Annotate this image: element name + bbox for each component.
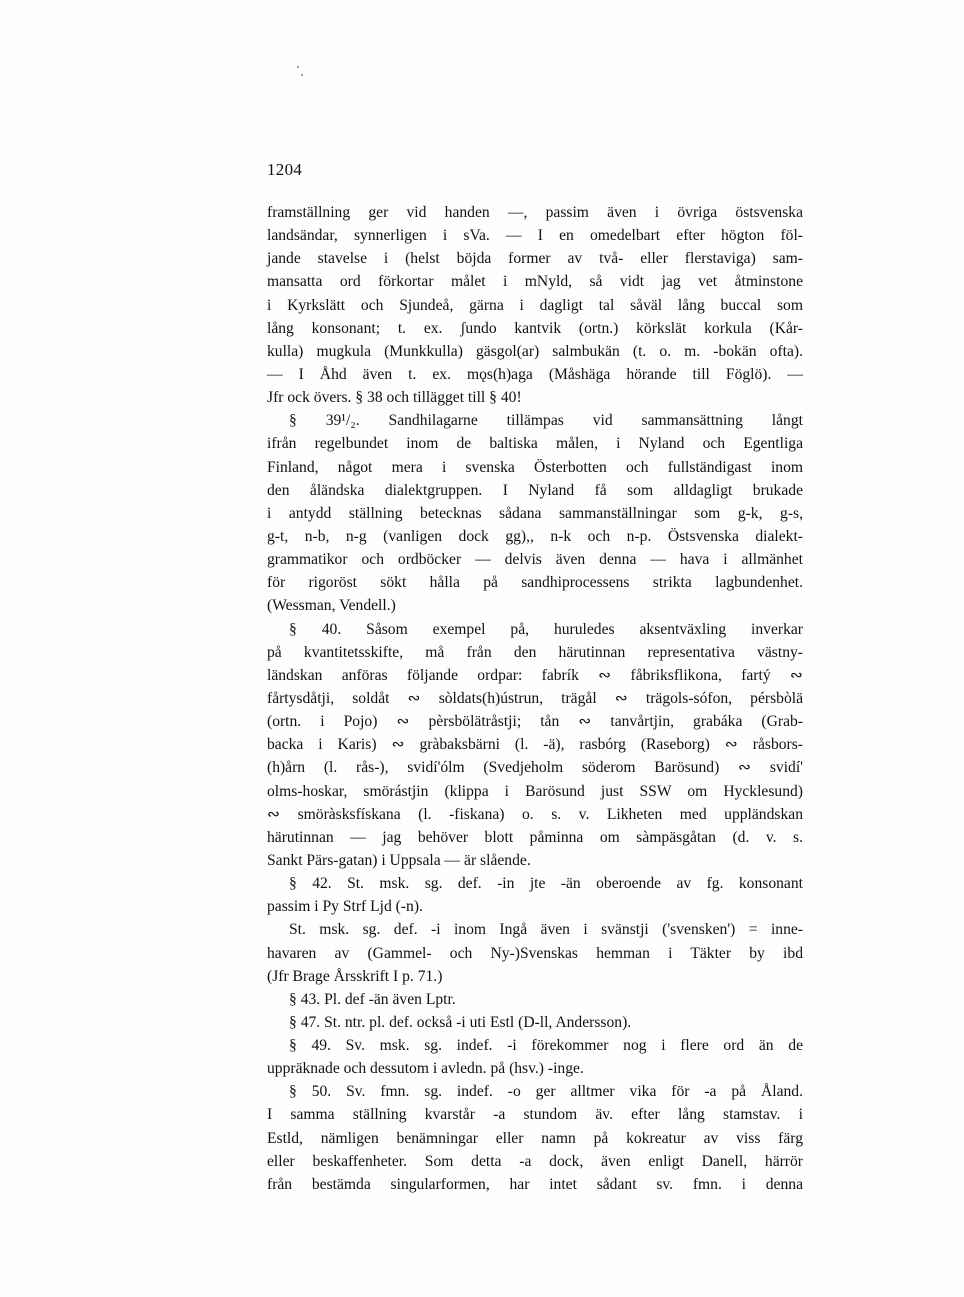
text-line: § 50. Sv. fmn. sg. indef. -o ger alltmer vika för -a på Åland.	[289, 1083, 803, 1101]
text-line: på kvantitetsskifte, må från den härutinnan representativa västny-	[267, 643, 803, 661]
text-line: Estld, nämligen benämningar eller namn på kokreatur av viss färg	[267, 1129, 803, 1147]
text-line: (h)årn (l. rås-), svidí'ólm (Svedjeholm söderom Barösund) ∾ svidí'	[267, 759, 803, 777]
text-line: uppräknade och dessutom i avledn. på (hsv.) -inge.	[267, 1060, 584, 1078]
text-line: ifrån regelbundet inom de baltiska målen, i Nyland och Egentliga	[267, 435, 803, 453]
text-line: (ortn. i Pojo) ∾ pèrsbölätråstji; tån ∾ tanvårtjin, grabáka (Grab-	[267, 713, 803, 731]
text-line: härutinnan — jag behöver blott påminna om sàmpäsgåtan (d. v. s.	[267, 828, 803, 846]
text-line: § 47. St. ntr. pl. def. också -i uti Estl (D-ll, Andersson).	[289, 1013, 632, 1031]
text-line: (Jfr Brage Årsskrift I p. 71.)	[267, 967, 443, 985]
text-line: fårtysdåtji, soldåt ∾ sòldats(h)ústrun, trägål ∾ trägols-sófon, pérsbòlä	[267, 689, 803, 707]
text-line: framställning ger vid handen —, passim även i övriga östsvenska	[267, 204, 803, 221]
text-line: backa i Karis) ∾ gràbaksbärni (l. -ä), rasbórg (Raseborg) ∾ råsbors-	[267, 736, 803, 754]
text-line: jande stavelse i (helst böjda former av två- eller flerstaviga) sam-	[267, 250, 803, 268]
text-line: olms-hoskar, smörástjin (klippa i Barösund just SSW om Hycklesund)	[267, 782, 803, 800]
text-line: — I Åhd även t. ex. mǫs(h)aga (Måshäga hörande till Föglö). —	[267, 365, 803, 383]
text-line: landsändar, synnerligen i sVa. — I en omedelbart efter högton föl-	[267, 227, 803, 245]
text-line: lång konsonant; t. ex. ʃundo kantvik (ortn.) körkslät korkula (Kår-	[267, 319, 803, 337]
text-line: § 39¹/₂. Sandhilagarne tillämpas vid sammansättning långt	[289, 412, 803, 430]
page-number: 1204	[267, 160, 303, 179]
text-line: mansatta ord förkortar målet i mNyld, så vidt jag vet åtminstone	[267, 273, 803, 291]
text-line: § 49. Sv. msk. sg. indef. -i förekommer nog i flere ord än de	[289, 1037, 803, 1055]
text-line: ∾ smöràsksfískana (l. -fiskana) o. s. v. Likheten med uppländskan	[267, 805, 803, 823]
text-line: (Wessman, Vendell.)	[267, 597, 396, 615]
text-line: i Kyrkslätt och Sjundeå, gärna i dagligt tal såväl lång buccal som	[267, 296, 803, 314]
text-line: St. msk. sg. def. -i inom Ingå även i svänstji ('svensken') = inne-	[289, 921, 803, 939]
text-line: havaren av (Gammel- och Ny-)Svenskas hemman i Täkter by ibd	[267, 944, 803, 962]
text-line: Finland, något mera i svenska Österbotten och fullständigast inom	[267, 458, 803, 476]
text-line: från bestämda singularformen, har intet sådant sv. fmn. i denna	[267, 1175, 803, 1193]
text-line: ländskan anföras följande ordpar: fabrík ∾ fåbriksflikona, fartý ∾	[267, 666, 803, 684]
text-line: g-t, n-b, n-g (vanligen dock gg),, n-k och n-p. Östsvenska dialekt-	[267, 527, 803, 545]
text-line: § 43. Pl. def -än även Lptr.	[289, 990, 456, 1008]
text-line: § 40. Såsom exempel på, huruledes aksentväxling inverkar	[289, 620, 803, 638]
text-line: eller beskaffenheter. Som detta -a dock, även enligt Danell, härrör	[267, 1152, 803, 1170]
text-line: kulla) mugkula (Munkkulla) gäsgol(ar) salmbukän (t. o. m. -bokän ofta).	[267, 342, 803, 360]
text-line: grammatikor och ordböcker — delvis även denna — hava i allmänhet	[267, 551, 803, 569]
text-line: Sankt Pärs-gatan) i Uppsala — är slående.	[267, 851, 531, 869]
text-line: Jfr ock övers. § 38 och tillägget till § 40!	[267, 389, 522, 407]
body-text	[267, 201, 803, 1196]
text-line: den åländska dialektgruppen. I Nyland få som alldagligt brukade	[267, 481, 803, 499]
text-line: passim i Py Strf Ljd (-n).	[267, 898, 423, 916]
text-line: I samma ställning kvarstår -a stundom äv. efter lång stamstav. i	[267, 1106, 803, 1124]
text-line: i antydd ställning betecknas sådana sammanställningar som g-k, g-s,	[267, 504, 803, 522]
text-line: § 42. St. msk. sg. def. -in jte -än oberoende av fg. konsonant	[289, 875, 803, 893]
text-line: för rigoröst sökt hålla på sandhiprocessens strikta lagbundenhet.	[267, 574, 803, 592]
